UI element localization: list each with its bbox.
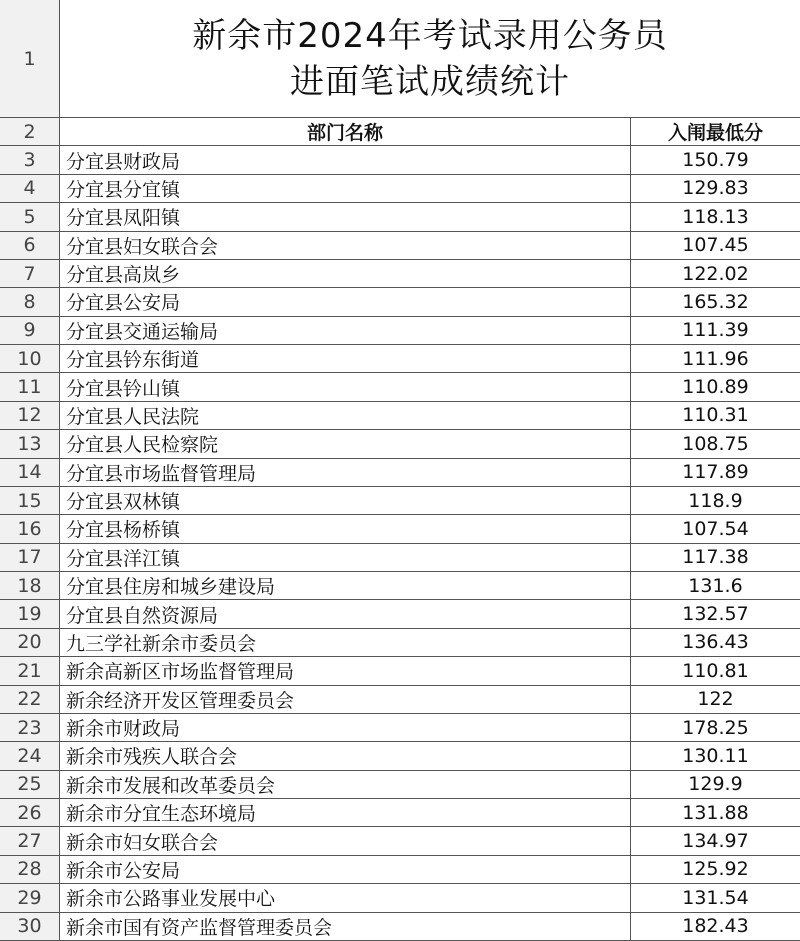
dept-cell[interactable]: 分宜县凤阳镇 (60, 203, 631, 230)
dept-cell[interactable]: 分宜县公安局 (60, 288, 631, 315)
row-number[interactable]: 9 (0, 317, 60, 344)
row-number[interactable]: 13 (0, 430, 60, 457)
row-number[interactable]: 17 (0, 544, 60, 571)
score-cell[interactable]: 110.89 (682, 376, 749, 399)
row-number[interactable]: 26 (0, 799, 60, 826)
dept-cell[interactable]: 分宜县住房和城乡建设局 (60, 572, 631, 599)
row-number[interactable]: 10 (0, 345, 60, 372)
score-cell[interactable]: 117.38 (682, 546, 749, 569)
dept-cell[interactable]: 分宜县人民法院 (60, 402, 631, 429)
score-cell[interactable]: 130.11 (682, 744, 749, 767)
table-row (0, 402, 800, 430)
score-cell[interactable]: 107.45 (682, 234, 749, 257)
dept-cell[interactable]: 新余市公路事业发展中心 (60, 884, 631, 911)
dept-cell[interactable]: 分宜县人民检察院 (60, 430, 631, 457)
table-row (0, 515, 800, 543)
table-row (0, 345, 800, 373)
table-row (0, 686, 800, 714)
table-row (0, 544, 800, 572)
dept-cell[interactable]: 新余市公安局 (60, 856, 631, 883)
table-row (0, 884, 800, 912)
dept-cell[interactable]: 九三学社新余市委员会 (60, 629, 631, 656)
table-row (0, 317, 800, 345)
score-cell[interactable]: 118.13 (682, 205, 749, 228)
score-cell[interactable]: 110.31 (682, 404, 749, 427)
score-cell[interactable]: 111.39 (682, 319, 749, 342)
row-number[interactable]: 18 (0, 572, 60, 599)
row-number[interactable]: 3 (0, 146, 60, 173)
table-row (0, 799, 800, 827)
row-number[interactable]: 24 (0, 742, 60, 769)
row-number[interactable]: 11 (0, 373, 60, 400)
row-number[interactable]: 28 (0, 856, 60, 883)
score-cell[interactable]: 150.79 (682, 149, 749, 172)
score-cell[interactable]: 122.02 (682, 262, 749, 285)
dept-cell[interactable]: 分宜县杨桥镇 (60, 515, 631, 542)
row-number[interactable]: 12 (0, 402, 60, 429)
dept-cell[interactable]: 新余经济开发区管理委员会 (60, 686, 631, 713)
table-row (0, 175, 800, 203)
row-number[interactable]: 2 (0, 118, 60, 145)
row-number[interactable]: 1 (0, 0, 60, 117)
score-cell[interactable]: 131.6 (688, 574, 743, 597)
row-number[interactable]: 8 (0, 288, 60, 315)
row-number[interactable]: 30 (0, 913, 60, 940)
row-number[interactable]: 22 (0, 686, 60, 713)
dept-cell[interactable]: 分宜县交通运输局 (60, 317, 631, 344)
title-line-1: 新余市2024年考试录用公务员 (192, 15, 668, 56)
row-number[interactable]: 7 (0, 260, 60, 287)
row-number[interactable]: 16 (0, 515, 60, 542)
table-row (0, 430, 800, 458)
row-number[interactable]: 6 (0, 232, 60, 259)
dept-cell[interactable]: 新余市妇女联合会 (60, 827, 631, 854)
row-number[interactable]: 20 (0, 629, 60, 656)
score-cell[interactable]: 131.88 (682, 801, 749, 824)
title-cell[interactable] (60, 0, 800, 117)
row-number[interactable]: 5 (0, 203, 60, 230)
score-cell[interactable]: 129.9 (688, 773, 743, 796)
score-cell[interactable]: 111.96 (682, 347, 749, 370)
row-number[interactable]: 27 (0, 827, 60, 854)
table-row (0, 913, 800, 941)
table-row (0, 459, 800, 487)
dept-cell[interactable]: 分宜县洋江镇 (60, 544, 631, 571)
score-cell[interactable]: 129.83 (682, 177, 749, 200)
dept-cell[interactable]: 新余市财政局 (60, 714, 631, 741)
dept-cell[interactable]: 新余市残疾人联合会 (60, 742, 631, 769)
title-line-2: 进面笔试成绩统计 (290, 61, 570, 102)
table-row (0, 373, 800, 401)
score-cell[interactable]: 136.43 (682, 631, 749, 654)
score-cell[interactable]: 117.89 (682, 461, 749, 484)
table-row (0, 487, 800, 515)
score-cell[interactable]: 118.9 (688, 489, 743, 512)
dept-cell[interactable]: 分宜县妇女联合会 (60, 232, 631, 259)
row-number[interactable]: 19 (0, 600, 60, 627)
row-number[interactable]: 23 (0, 714, 60, 741)
score-cell[interactable]: 122 (697, 688, 734, 711)
table-row (0, 714, 800, 742)
dept-cell[interactable]: 新余市国有资产监督管理委员会 (60, 913, 631, 940)
table-row (0, 827, 800, 855)
dept-cell[interactable]: 分宜县钤山镇 (60, 373, 631, 400)
score-cell[interactable]: 107.54 (682, 517, 749, 540)
header-row (0, 118, 800, 146)
dept-cell[interactable]: 分宜县分宜镇 (60, 175, 631, 202)
dept-cell[interactable]: 分宜县双林镇 (60, 487, 631, 514)
row-number[interactable]: 15 (0, 487, 60, 514)
table-row (0, 572, 800, 600)
dept-cell[interactable]: 分宜县市场监督管理局 (60, 459, 631, 486)
table-row (0, 742, 800, 770)
dept-cell[interactable]: 分宜县高岚乡 (60, 260, 631, 287)
score-cell[interactable]: 132.57 (682, 603, 749, 626)
dept-cell[interactable]: 新余高新区市场监督管理局 (60, 657, 631, 684)
table-row (0, 288, 800, 316)
table-row (0, 629, 800, 657)
table-row (0, 600, 800, 628)
table-row (0, 260, 800, 288)
score-cell[interactable]: 165.32 (682, 290, 749, 313)
dept-cell[interactable]: 新余市分宜生态环境局 (60, 799, 631, 826)
table-row (0, 146, 800, 174)
row-number[interactable]: 4 (0, 175, 60, 202)
score-cell[interactable]: 134.97 (682, 830, 749, 853)
row-number[interactable]: 29 (0, 884, 60, 911)
score-cell[interactable]: 125.92 (682, 858, 749, 881)
score-cell[interactable]: 178.25 (682, 716, 749, 739)
score-cell[interactable]: 108.75 (682, 432, 749, 455)
dept-cell[interactable]: 分宜县财政局 (60, 146, 631, 173)
table-row (0, 771, 800, 799)
row-number[interactable]: 25 (0, 771, 60, 798)
dept-cell[interactable]: 新余市发展和改革委员会 (60, 771, 631, 798)
table-row (0, 203, 800, 231)
title-row (0, 0, 800, 118)
dept-cell[interactable]: 分宜县自然资源局 (60, 600, 631, 627)
row-number[interactable]: 14 (0, 459, 60, 486)
dept-cell[interactable]: 分宜县钤东街道 (60, 345, 631, 372)
header-dept[interactable]: 部门名称 (60, 118, 631, 145)
table-row (0, 856, 800, 884)
score-cell[interactable]: 131.54 (682, 886, 749, 909)
table-row (0, 232, 800, 260)
header-score[interactable]: 入闱最低分 (667, 122, 763, 145)
row-number[interactable]: 21 (0, 657, 60, 684)
table-row (0, 657, 800, 685)
score-cell[interactable]: 110.81 (682, 659, 749, 682)
score-cell[interactable]: 182.43 (682, 915, 749, 938)
